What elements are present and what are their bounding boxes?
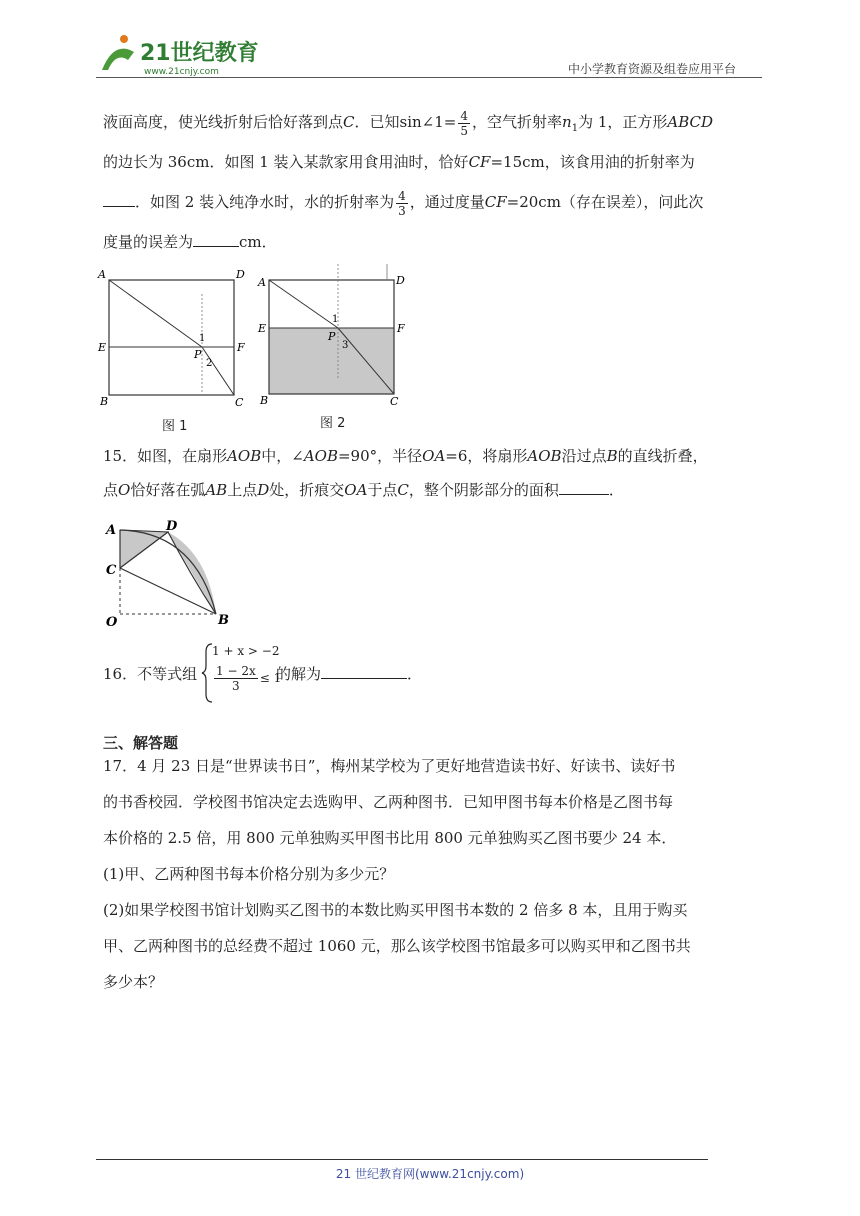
inequality-2: $\frac{1 - 2x}{3}$ ≤ 1 [216, 664, 282, 693]
site-logo [94, 30, 264, 78]
logo-text: 21世纪教育 [140, 41, 259, 66]
label-B: B [218, 613, 229, 628]
logo-url: www.21cnjy.com [144, 67, 219, 77]
angle-1: 1 [332, 314, 339, 325]
label-D: D [166, 519, 178, 534]
footer-text: 21 世纪教育网(www.21cnjy.com) [335, 1167, 525, 1181]
q16-prefix: 16．不等式组 [103, 665, 198, 683]
angle-1: 1 [199, 333, 206, 344]
section-heading: 三、解答题 [103, 734, 179, 752]
label-O: O [106, 615, 118, 630]
q17-line2: 的书香校园．学校图书馆决定去选购甲、乙两种图书．已知甲图书每本价格是乙图书每 [103, 793, 674, 811]
label-E: E [98, 341, 107, 354]
q14-line2: 的边长为 36cm．如图 1 装入某款家用食用油时，恰好CF=15cm，该食用油的折射率为 [103, 153, 695, 171]
header-divider [96, 77, 762, 78]
q14-line3: ．如图 2 装入纯净水时，水的折射率为 $\frac{4}{3}$ ，通过度量CF=20cm（存在误差），问此次 [103, 184, 703, 220]
q17-line3: 本价格的 2.5 倍，用 800 元单独购买甲图书比用 800 元单独购买乙图书要少 24 本． [103, 829, 677, 847]
q14-line4: 度量的误差为 cm． [103, 233, 277, 251]
label-D: D [396, 274, 405, 287]
answer-blank [321, 664, 407, 679]
answer-blank [193, 232, 239, 247]
figure-1-caption: 图 1 [162, 419, 188, 434]
fraction-4-3: $\frac{4}{3}$ [398, 188, 406, 218]
label-F: F [237, 341, 245, 354]
answer-blank [103, 192, 135, 207]
q17-sub2c: 多少本？ [103, 973, 164, 991]
footer-divider [96, 1159, 708, 1160]
figure-1 [96, 266, 252, 410]
label-C: C [390, 395, 399, 408]
label-C: C [235, 396, 244, 409]
answer-blank [559, 480, 609, 495]
q14-line1: 液面高度，使光线折射后恰好落到点C．已知sin∠1= $\frac{4}{5}$ ，空气折射率$n_1$为 1，正方形ABCD [103, 108, 714, 138]
angle-3: 3 [342, 340, 349, 351]
q17-sub2b: 甲、乙两种图书的总经费不超过 1060 元，那么该学校图书馆最多可以购买甲和乙图书共 [103, 937, 691, 955]
q17-line1: 17．4 月 23 日是“世界读书日”，梅州某学校为了更好地营造读书好、好读书、读好书 [103, 757, 676, 775]
platform-name: 中小学教育资源及组卷应用平台 [568, 62, 737, 76]
label-F: F [397, 322, 405, 335]
q16-suffix: 的解为 ． [276, 665, 423, 683]
fraction-4-5: $\frac{4}{5}$ [460, 108, 469, 138]
q15-line2: 点O恰好落在弧AB上点D处，折痕交OA于点C，整个阴影部分的面积 ． [103, 481, 624, 499]
figure-sector [100, 518, 240, 630]
label-A: A [258, 276, 266, 289]
q17-sub1: (1)甲、乙两种图书每本价格分别为多少元？ [103, 865, 395, 883]
label-A: A [98, 268, 106, 281]
q17-sub2a: (2)如果学校图书馆计划购买乙图书的本数比购买甲图书本数的 2 倍多 8 本，且用于购买 [103, 901, 688, 919]
label-P: P [194, 348, 202, 361]
label-C: C [106, 563, 117, 578]
label-A: A [106, 523, 117, 538]
inequality-1: 1 + x > −2 [212, 644, 280, 658]
q15-line1: 15．如图，在扇形AOB中，∠AOB=90°，半径OA=6，将扇形AOB沿过点B的直线折叠， [103, 447, 708, 465]
label-D: D [236, 268, 245, 281]
label-P: P [328, 330, 336, 343]
figure-2-caption: 图 2 [320, 416, 346, 431]
label-B: B [260, 394, 269, 407]
label-B: B [100, 395, 109, 408]
figure-2 [256, 262, 412, 410]
angle-2: 2 [206, 358, 213, 369]
label-E: E [258, 322, 267, 335]
